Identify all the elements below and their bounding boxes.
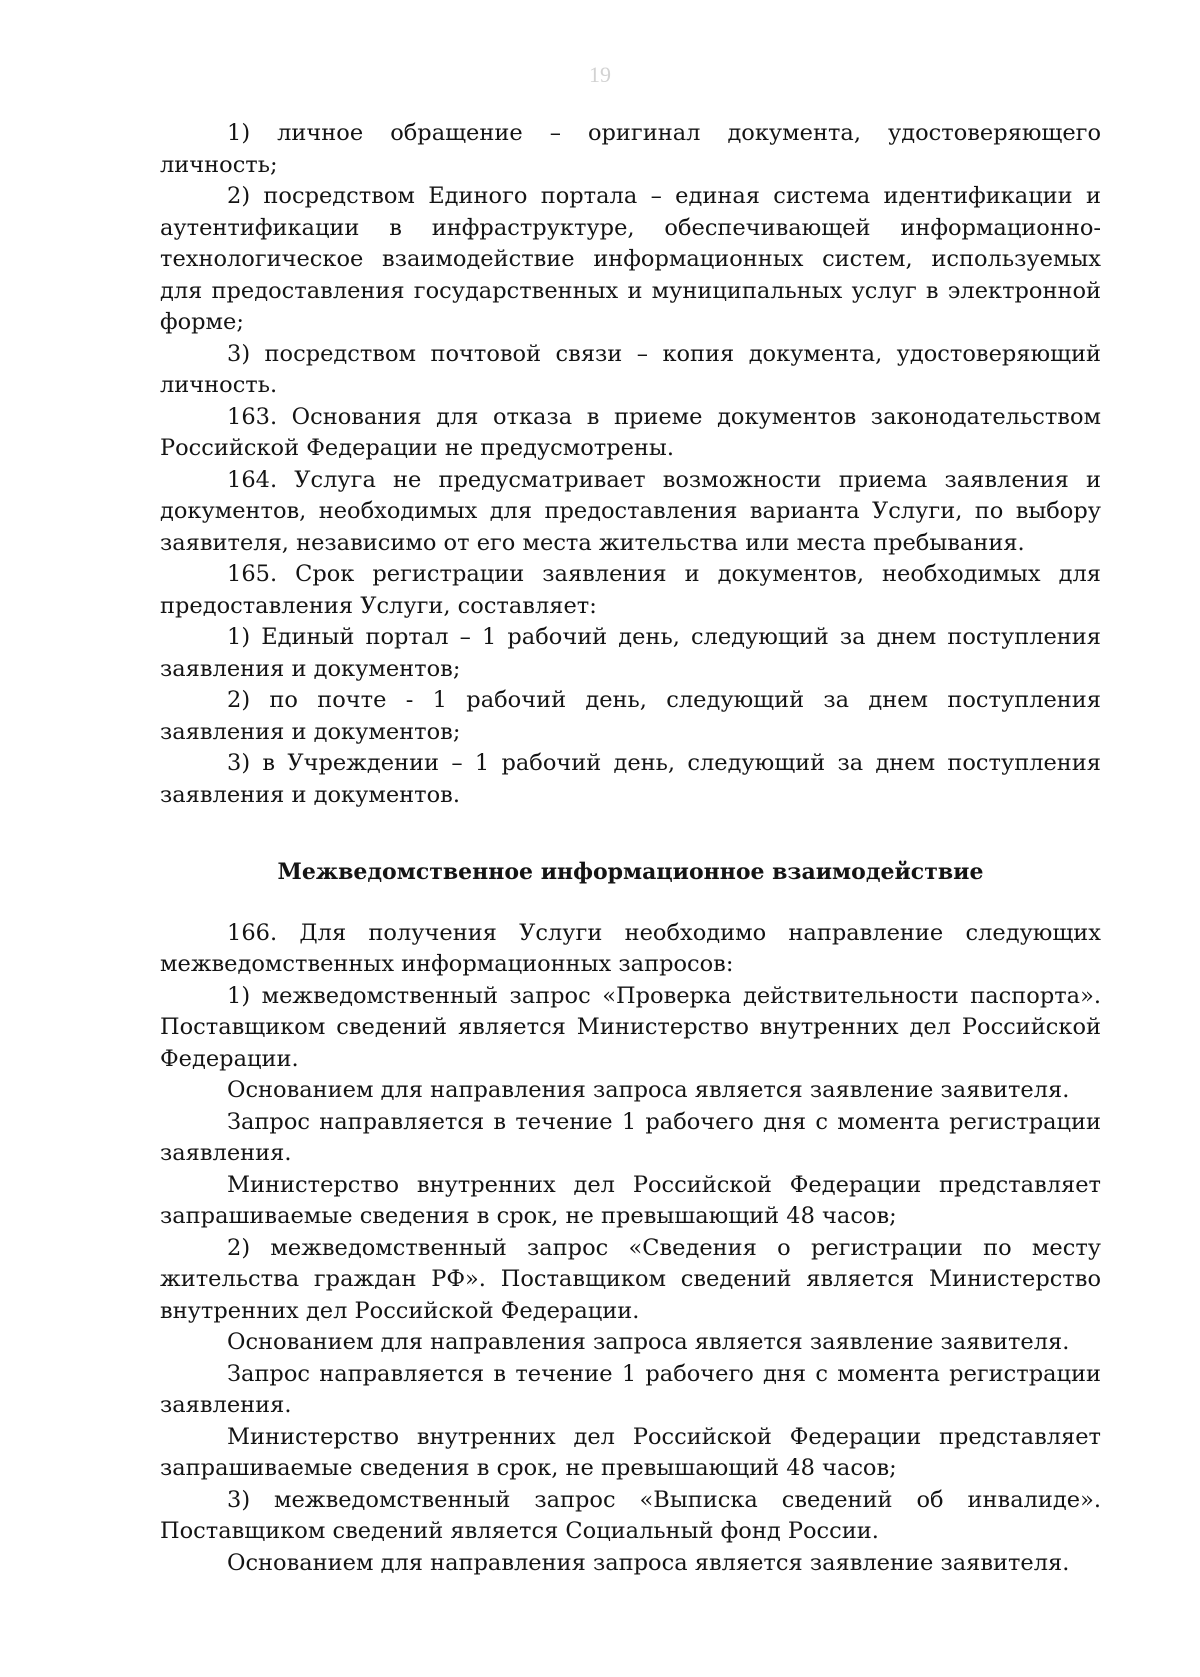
paragraph-request-response: Министерство внутренних дел Российской Федерации представляет запрашиваемые сведения в срок, не превышающий 48 часов; bbox=[160, 1171, 1101, 1229]
document-body bbox=[160, 118, 1101, 1579]
paragraph-165-portal: 1) Единый портал – 1 рабочий день, следующий за днем поступления заявления и документов; bbox=[160, 624, 1101, 682]
paragraph-request-basis: Основанием для направления запроса является заявление заявителя. bbox=[227, 1077, 1070, 1103]
paragraph-163: 163. Основания для отказа в приеме документов законодательством Российской Федерации не предусмотрены. bbox=[160, 403, 1101, 461]
paragraph-request-passport: 1) межведомственный запрос «Проверка действительности паспорта». Поставщиком сведений является Министерство внутренних дел Российской Федерации. bbox=[160, 982, 1101, 1072]
paragraph-request-disability: 3) межведомственный запрос «Выписка сведений об инвалиде». Поставщиком сведений является Социальный фонд России. bbox=[160, 1486, 1101, 1544]
paragraph-request-timing: Запрос направляется в течение 1 рабочего дня с момента регистрации заявления. bbox=[160, 1360, 1101, 1418]
paragraph-164: 164. Услуга не предусматривает возможности приема заявления и документов, необходимых для предоставления варианта Услуги, по выбору заявителя, независимо от его места жительства или места пребывания. bbox=[160, 466, 1101, 556]
paragraph-165: 165. Срок регистрации заявления и документов, необходимых для предоставления Услуги, составляет: bbox=[160, 561, 1101, 619]
paragraph-request-basis: Основанием для направления запроса является заявление заявителя. bbox=[227, 1329, 1070, 1355]
paragraph-identity-post: 3) посредством почтовой связи – копия документа, удостоверяющий личность. bbox=[160, 340, 1101, 398]
paragraph-166: 166. Для получения Услуги необходимо направление следующих межведомственных информационных запросов: bbox=[160, 919, 1101, 977]
page-number: 19 bbox=[589, 62, 611, 87]
paragraph-165-office: 3) в Учреждении – 1 рабочий день, следующий за днем поступления заявления и документов. bbox=[160, 750, 1101, 808]
paragraph-request-response: Министерство внутренних дел Российской Федерации представляет запрашиваемые сведения в срок, не превышающий 48 часов; bbox=[160, 1423, 1101, 1481]
paragraph-identity-portal: 2) посредством Единого портала – единая система идентификации и аутентификации в инфраструктуре, обеспечивающей информационно-технологическое взаимодействие информационных систем, используемых для предоставления государственных и муниципальных услуг в электронной форме; bbox=[160, 183, 1101, 335]
section-heading: Межведомственное информационное взаимодействие bbox=[277, 859, 984, 885]
paragraph-request-timing: Запрос направляется в течение 1 рабочего дня с момента регистрации заявления. bbox=[160, 1108, 1101, 1166]
paragraph-identity-in-person: 1) личное обращение – оригинал документа, удостоверяющего личность; bbox=[160, 120, 1101, 178]
paragraph-request-basis: Основанием для направления запроса является заявление заявителя. bbox=[227, 1549, 1070, 1576]
paragraph-request-registration: 2) межведомственный запрос «Сведения о регистрации по месту жительства граждан РФ». Поставщиком сведений является Министерство внутренних дел Российской Федерации. bbox=[160, 1234, 1101, 1324]
paragraph-165-post: 2) по почте - 1 рабочий день, следующий за днем поступления заявления и документов; bbox=[160, 687, 1101, 745]
